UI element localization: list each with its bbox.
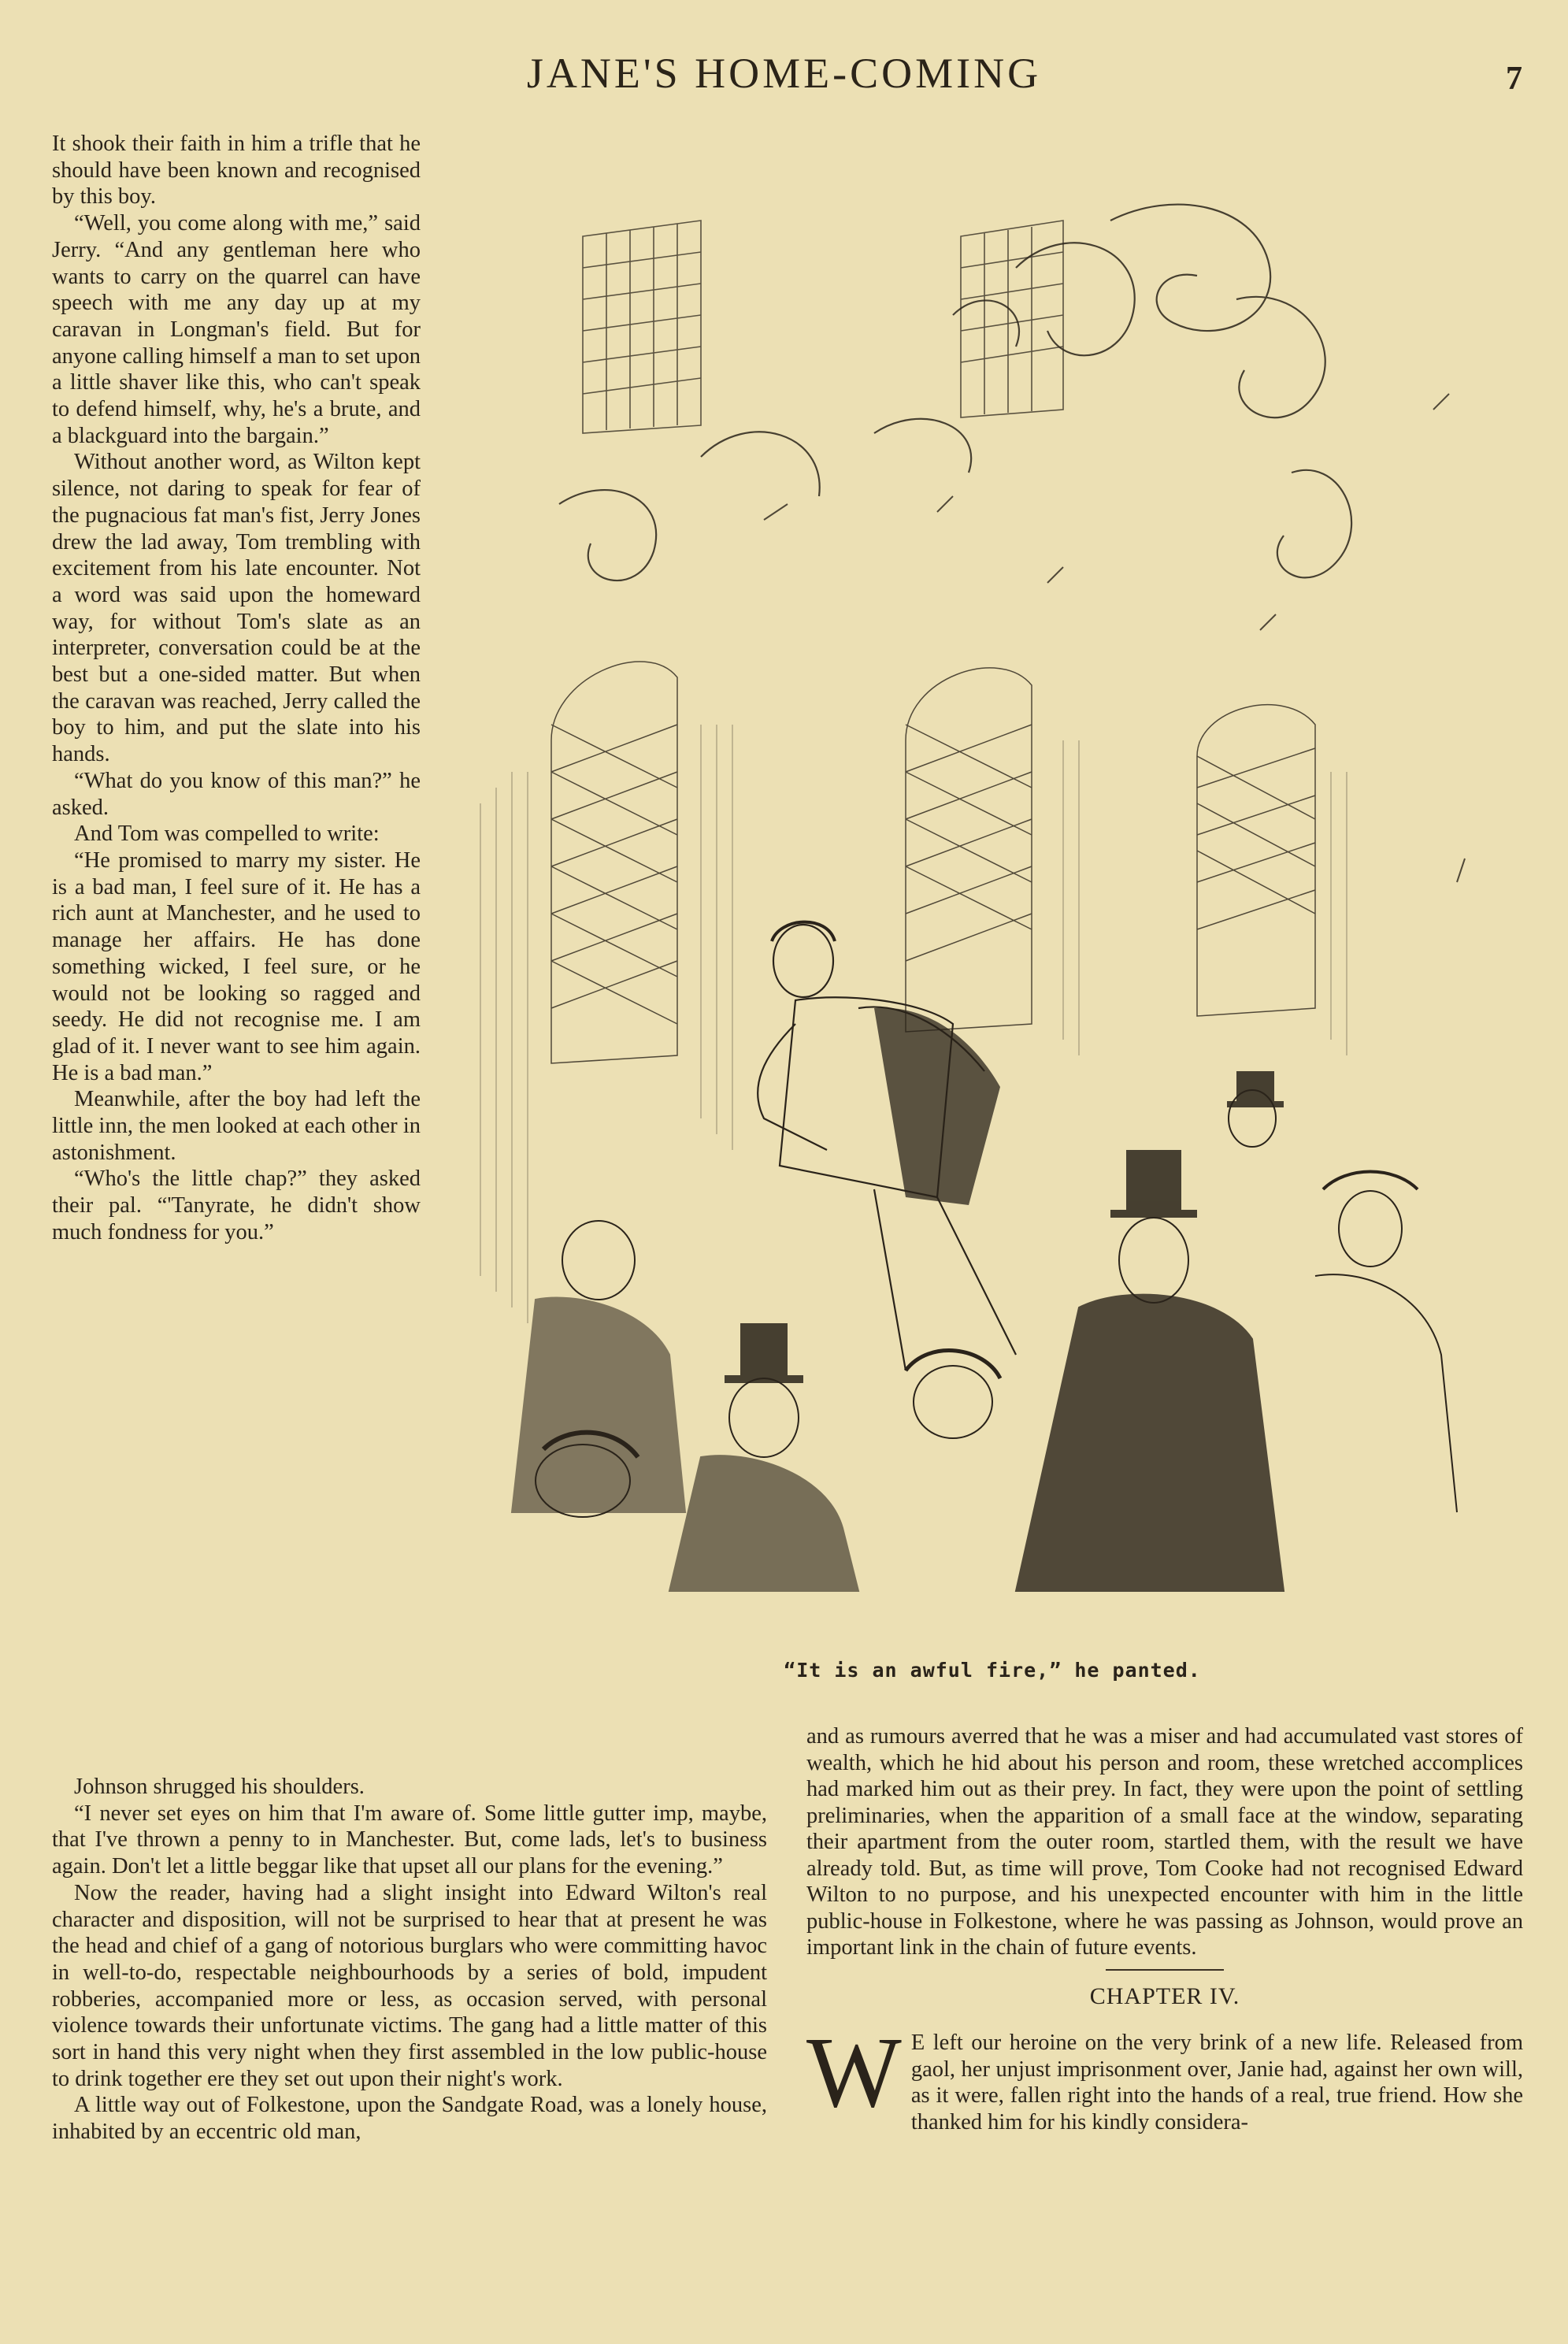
paragraph: Johnson shrugged his shoulders.	[74, 1775, 365, 1799]
paragraph: It shook their faith in him a trifle that he should have been known and recognised by this boy.	[52, 132, 421, 210]
section-divider	[1106, 1969, 1224, 1971]
page-number: 7	[1506, 61, 1522, 97]
drop-cap: W	[806, 2016, 902, 2128]
chapter-opening-paragraph	[806, 2016, 1523, 2135]
lower-left-text-block	[52, 1774, 767, 2146]
paragraph: and as rumours averred that he was a miser and had accumulated vast stores of wealth, which he hid about his person and room, these wretched accomplices had marked him out as their prey. In fact, they were upon the point of settling preliminaries, when the apparition of a small face at the window, separating their apartment from the outer room, startled them, with the result we have already told. But, as time will prove, Tom Cooke had not recognised Edward Wilton to no purpose, and his unexpected encounter with him in the little public-house in Folkestone, where he was passing as Johnson, would prove an important link in the chain of future events.	[806, 1724, 1523, 1960]
paragraph: “He promised to marry my sister. He is a bad man, I feel sure of it. He has a rich aunt at Manchester, and he used to manage her affairs. He has done something wicked, I feel sure, or he would not be looking so ragged and seedy. He did not recognise me. I am glad of it. I never want to see him again. He is a bad man.”	[52, 847, 421, 1085]
paragraph: A little way out of Folkestone, upon the Sandgate Road, was a lonely house, inhabited by an eccentric old man,	[52, 2093, 767, 2145]
illustration-caption: “It is an awful fire,” he panted.	[784, 1659, 1201, 1682]
fire-scene-illustration	[465, 173, 1520, 1607]
lower-right-text-block	[806, 1723, 1523, 2135]
paragraph: Without another word, as Wilton kept silence, not daring to speak for fear of the pugnacious fat man's fist, Jerry Jones drew the lad away, Tom trembling with excitement from his late encounter. Not a word was said upon the homeward way, for without Tom's slate as an interpreter, conversation could be at the best but a one-sided matter. But when the caravan was reached, Jerry called the boy to him, and put the slate into his hands.	[52, 450, 421, 767]
paragraph: “Well, you come along with me,” said Jerry. “And any gentleman here who wants to carry on the quarrel can have speech with me any day up at my caravan in Longman's field. But for anyone calling himself a man to set upon a little shaver like this, who can't speak to defend himself, why, he's a brute, and a blackguard into the bargain.”	[52, 211, 421, 448]
chapter-opening-text: E left our heroine on the very brink of a new life. Released from gaol, her unjust imprisonment over, Janie had, against her own will, as it were, fallen right into the hands of a real, true friend. How she thanked him for his kindly considera-	[910, 2031, 1523, 2134]
paragraph: Meanwhile, after the boy had left the little inn, the men looked at each other in astonishment.	[52, 1087, 421, 1165]
paragraph: Now the reader, having had a slight insight into Edward Wilton's real character and disposition, will not be surprised to hear that at present he was the head and chief of a gang of notorious burglars who were committing havoc in well-to-do, respectable neighbourhoods by a series of bold, impudent robberies, accompanied more or less, as occasion served, with personal violence towards their unfortunate victims. The gang had a little matter of this sort in hand this very night when they first assembled in the low public-house to drink together ere they set out upon their night's work.	[52, 1880, 767, 2091]
running-header-title: JANE'S HOME-COMING	[526, 50, 1042, 97]
paragraph: “What do you know of this man?” he asked.	[52, 768, 421, 820]
paragraph: “I never set eyes on him that I'm aware of. Some little gutter imp, maybe, that I've thrown a penny to in Manchester. But, come lads, let's to business again. Don't let a little beggar like that upset all our plans for the evening.”	[52, 1801, 767, 1879]
paragraph: “Who's the little chap?” they asked their pal. “'Tanyrate, he didn't show much fondness for you.”	[52, 1166, 421, 1244]
chapter-heading: CHAPTER IV.	[1089, 1982, 1240, 2009]
paragraph: And Tom was compelled to write:	[74, 822, 380, 847]
left-text-column	[52, 131, 421, 1246]
